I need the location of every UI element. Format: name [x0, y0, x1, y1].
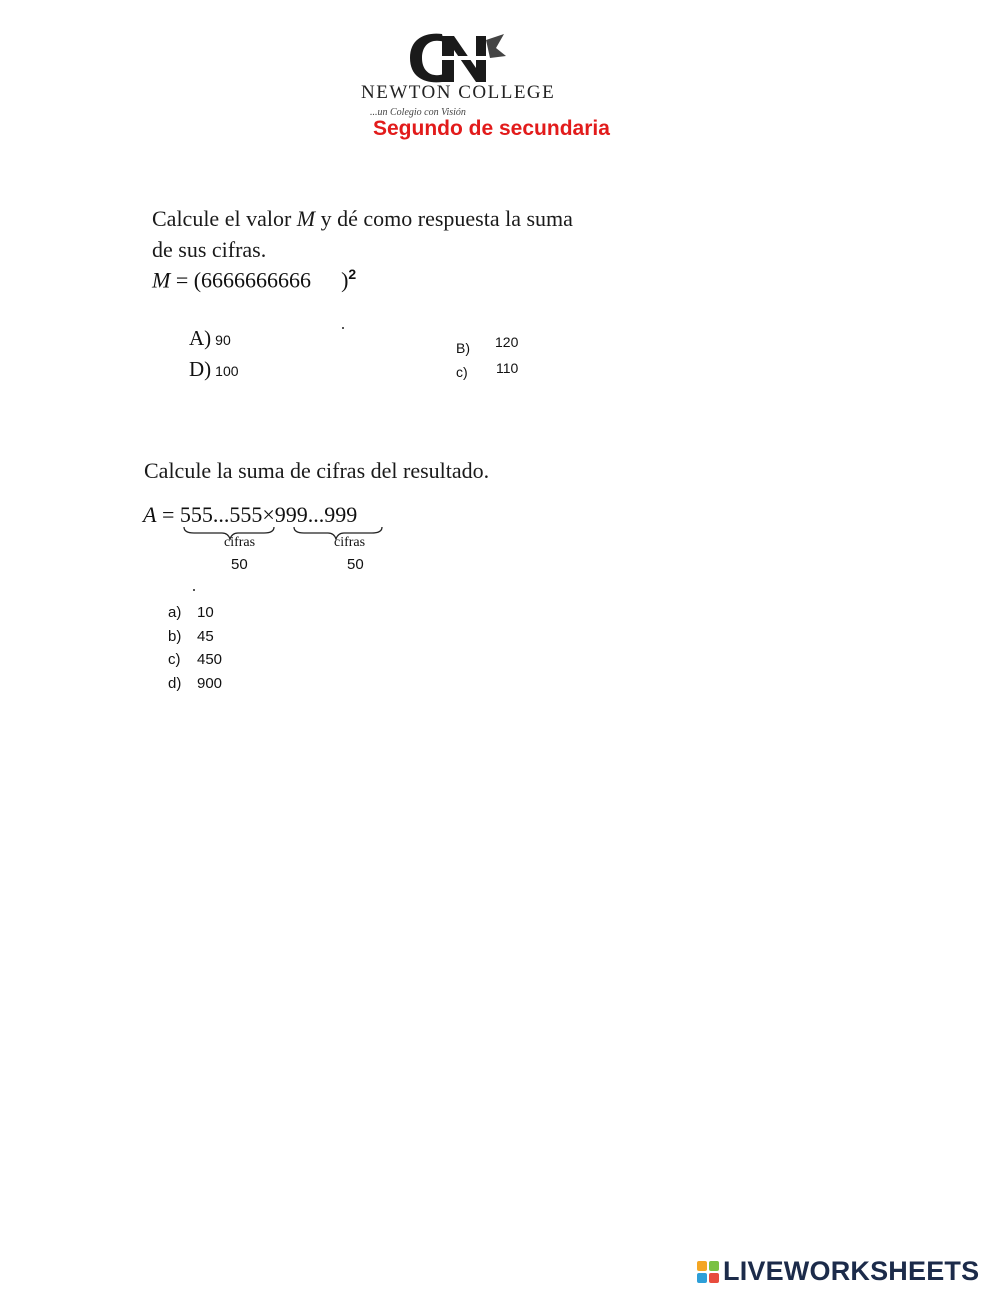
- formula2-var: A: [143, 502, 157, 527]
- stray-dot-2: [193, 589, 195, 591]
- option-b-value[interactable]: 120: [495, 334, 519, 350]
- brace2-label: cifras: [334, 535, 366, 550]
- option-label: a): [168, 604, 182, 621]
- college-logo: [404, 28, 508, 86]
- grade-title: Segundo de secundaria: [373, 117, 610, 140]
- option-c-label: c): [456, 364, 468, 380]
- brace2-count: 50: [347, 556, 364, 573]
- option-label: c): [168, 651, 181, 668]
- option-a-label: A): [189, 326, 212, 350]
- option-c-value[interactable]: 110: [496, 360, 519, 376]
- question2-options: [168, 604, 222, 698]
- option-b-label: B): [456, 340, 470, 356]
- logo-square: [709, 1261, 719, 1271]
- factor2: 999...999: [274, 502, 358, 527]
- option-row-a[interactable]: [168, 604, 222, 628]
- question1-formula: [152, 266, 356, 293]
- option-label: b): [168, 627, 182, 645]
- formula-close: ): [341, 267, 349, 293]
- liveworksheets-brand[interactable]: [697, 1256, 979, 1287]
- logo-square: [697, 1261, 707, 1271]
- option-d-label: D): [189, 357, 212, 381]
- question1-var: M: [296, 206, 316, 231]
- question2-formula: [143, 502, 357, 528]
- brace1-count: 50: [231, 556, 248, 573]
- stray-dot: [342, 327, 344, 329]
- logo-square: [697, 1273, 707, 1283]
- formula-exponent: 2: [348, 266, 357, 282]
- college-slogan: ...un Colegio con Visión: [370, 107, 466, 118]
- option-d[interactable]: [189, 357, 239, 382]
- question1-line1-post: y dé como respuesta la suma: [315, 206, 573, 231]
- question1-line1-pre: Calcule el valor: [152, 206, 297, 231]
- option-value: 900: [197, 674, 223, 692]
- question2-prompt: Calcule la suma de cifras del resultado.: [144, 458, 490, 483]
- question1-line2: de sus cifras.: [152, 237, 267, 262]
- question1-line1: [152, 206, 573, 232]
- brace1-label: cifras: [224, 535, 256, 550]
- formula-body: = (6666666666: [170, 267, 312, 293]
- logo-square: [709, 1273, 719, 1283]
- option-row-c[interactable]: [168, 651, 222, 675]
- option-value: 10: [197, 604, 214, 621]
- times-sign: ×: [262, 502, 275, 527]
- liveworksheets-logo-icon: [697, 1261, 719, 1283]
- option-value: 450: [197, 651, 223, 668]
- option-a-value: 90: [215, 332, 231, 348]
- option-value: 45: [197, 627, 214, 645]
- option-label: d): [168, 674, 182, 692]
- formula2-eq: =: [156, 502, 180, 527]
- college-name: NEWTON COLLEGE: [361, 82, 556, 103]
- factor1: 555...555: [179, 502, 263, 527]
- option-row-b[interactable]: [168, 628, 222, 652]
- formula-var: M: [152, 267, 171, 293]
- option-a[interactable]: [189, 326, 231, 351]
- brand-name: LIVEWORKSHEETS: [723, 1256, 980, 1286]
- option-d-value: 100: [215, 363, 239, 379]
- option-row-d[interactable]: [168, 675, 222, 699]
